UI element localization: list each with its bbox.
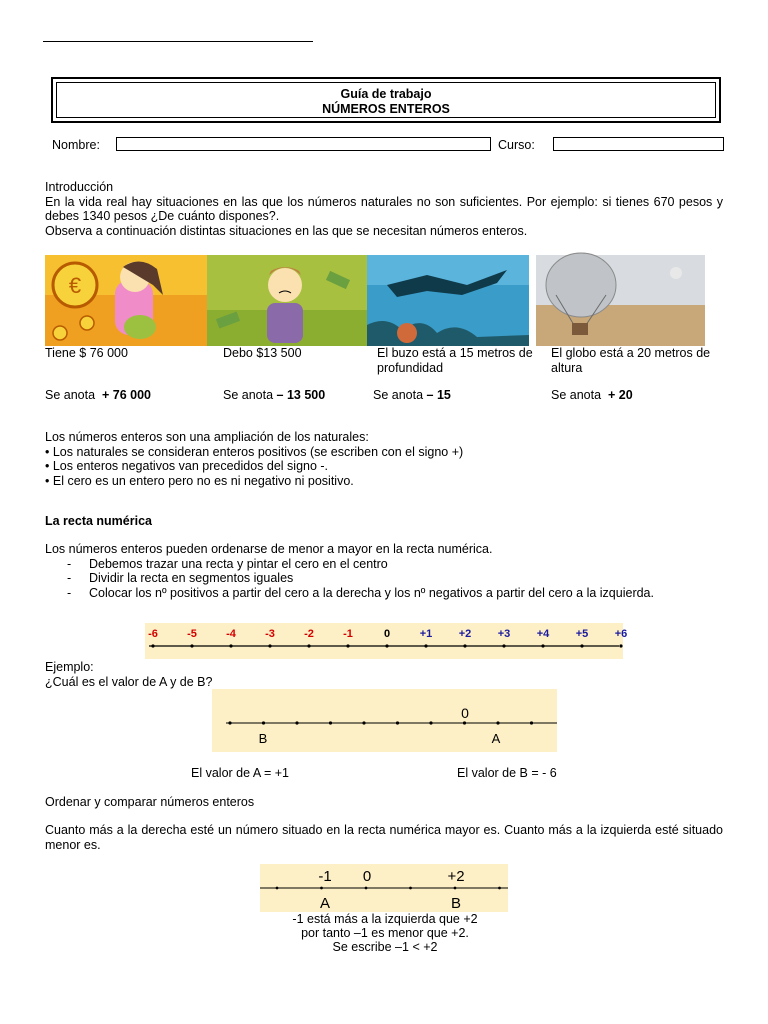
example-heading: Ejemplo: [45,660,94,674]
example-number-line [212,689,557,752]
number-line-label: -2 [304,628,314,640]
recta-step: - Dividir la recta en segmentos iguales [67,571,294,585]
number-line-tick [463,644,466,647]
example-tick [530,721,533,724]
order-tick [498,887,501,890]
order-text: Cuanto más a la derecha esté un número situado en la recta numérica mayor es. Cuanto más a la izquierda esté situado menor es. [45,823,723,852]
number-line-label: +5 [575,628,589,640]
number-line-label: -4 [226,628,236,640]
recta-section [45,542,723,600]
example-section [45,660,212,689]
number-line-label: +4 [536,628,550,640]
example-tick [262,721,265,724]
example-tick [295,721,298,724]
definition-section [45,430,723,488]
order-line-1: -1 está más a la izquierda que +2 [292,912,478,926]
number-line-tick [229,644,232,647]
order-label-p2: +2 [447,868,465,885]
order-point-a: A [319,895,331,912]
definition-bullet: • Los naturales se consideran enteros positivos (se escriben con el signo +) [45,444,464,459]
title-line-1: Guía de trabajo [340,87,432,101]
caption-4: El globo está a 20 metros de altura [551,346,711,375]
number-line-tick [580,644,583,647]
number-line-tick [307,644,310,647]
order-number-line [260,864,508,912]
number-line-tick [268,644,271,647]
number-line-tick [541,644,544,647]
page-title: NÚMEROS ENTEROS [322,102,450,116]
number-line-label: -6 [148,628,158,640]
definition-bullet: • El cero es un entero pero no es ni negativo ni positivo. [45,473,354,488]
number-line-tick [502,644,505,647]
anota-4: Se anota + 20 [551,388,633,402]
example-tick [228,721,231,724]
number-line-tick [151,644,154,647]
balloon-illustration [536,255,705,346]
example-tick [463,721,466,724]
order-label-m1: -1 [318,868,332,885]
intro-section [45,180,723,238]
name-label: Nombre: [52,138,100,152]
recta-heading: La recta numérica [45,514,152,528]
definition-bullet: • Los enteros negativos van precedidos del signo -. [45,459,329,473]
order-tick [454,887,457,890]
top-rule [43,41,313,42]
example-zero-label: 0 [461,705,469,721]
example-tick [362,721,365,724]
number-line-label: 0 [383,628,391,640]
number-line-label: +6 [614,628,628,640]
number-line-tick [619,644,622,647]
caption-1: Tiene $ 76 000 [45,346,128,360]
number-line-label: +3 [497,628,511,640]
answer-a: El valor de A = +1 [191,766,289,780]
definition-lead: Los números enteros son una ampliación de los naturales: [45,430,369,444]
money-illustration [45,255,207,346]
number-line-label: -5 [187,628,197,640]
example-tick [496,721,499,724]
anota-3: Se anota – 15 [373,388,451,402]
number-line-label: -1 [343,628,353,640]
debt-illustration [207,255,367,346]
number-line-tick [190,644,193,647]
recta-lead: Los números enteros pueden ordenarse de menor a mayor en la recta numérica. [45,542,493,556]
order-conclusion [230,912,540,954]
example-tick [396,721,399,724]
diver-illustration [367,255,529,346]
answer-b: El valor de B = - 6 [457,766,557,780]
order-line-2: por tanto –1 es menor que +2. [301,926,469,940]
order-tick [365,887,368,890]
order-tick [276,887,279,890]
order-tick [409,887,412,890]
title-box [51,77,721,123]
anota-2: Se anota – 13 500 [223,388,326,402]
intro-text-1: En la vida real hay situaciones en las que los números naturales no son suficientes. Por ejemplo: si tienes 670 pesos y debes 1340 pesos ¿De cuánto dispones?. [45,194,723,223]
course-label: Curso: [498,138,535,152]
number-line-tick [424,644,427,647]
name-field[interactable] [116,137,491,151]
number-line-tick [385,644,388,647]
number-line-label: +2 [458,628,472,640]
order-heading: Ordenar y comparar números enteros [45,795,255,809]
recta-step: - Debemos trazar una recta y pintar el cero en el centro [67,556,388,571]
number-line-tick [346,644,349,647]
intro-heading: Introducción [45,180,114,194]
recta-step: - Colocar los nº positivos a partir del cero a la derecha y los nº negativos a partir del cero a la izquierda. [67,585,654,600]
example-tick [329,721,332,724]
number-line-main [145,623,628,659]
order-point-b: B [450,895,462,912]
example-tick [429,721,432,724]
caption-2: Debo $13 500 [223,346,302,360]
number-line-label: +1 [419,628,433,640]
example-question: ¿Cuál es el valor de A y de B? [45,674,213,689]
anota-1: Se anota + 76 000 [45,388,152,402]
order-label-0: 0 [362,868,372,885]
order-line-3: Se escribe –1 < +2 [332,940,438,954]
intro-text-2: Observa a continuación distintas situaciones en las que se necesitan números enteros. [45,223,528,238]
svg-text:€: € [68,273,82,298]
example-point-b: B [258,731,268,746]
caption-3: El buzo está a 15 metros de profundidad [377,346,533,375]
course-field[interactable] [553,137,724,151]
number-line-label: -3 [265,628,275,640]
example-point-a: A [491,731,501,746]
order-tick [320,887,323,890]
